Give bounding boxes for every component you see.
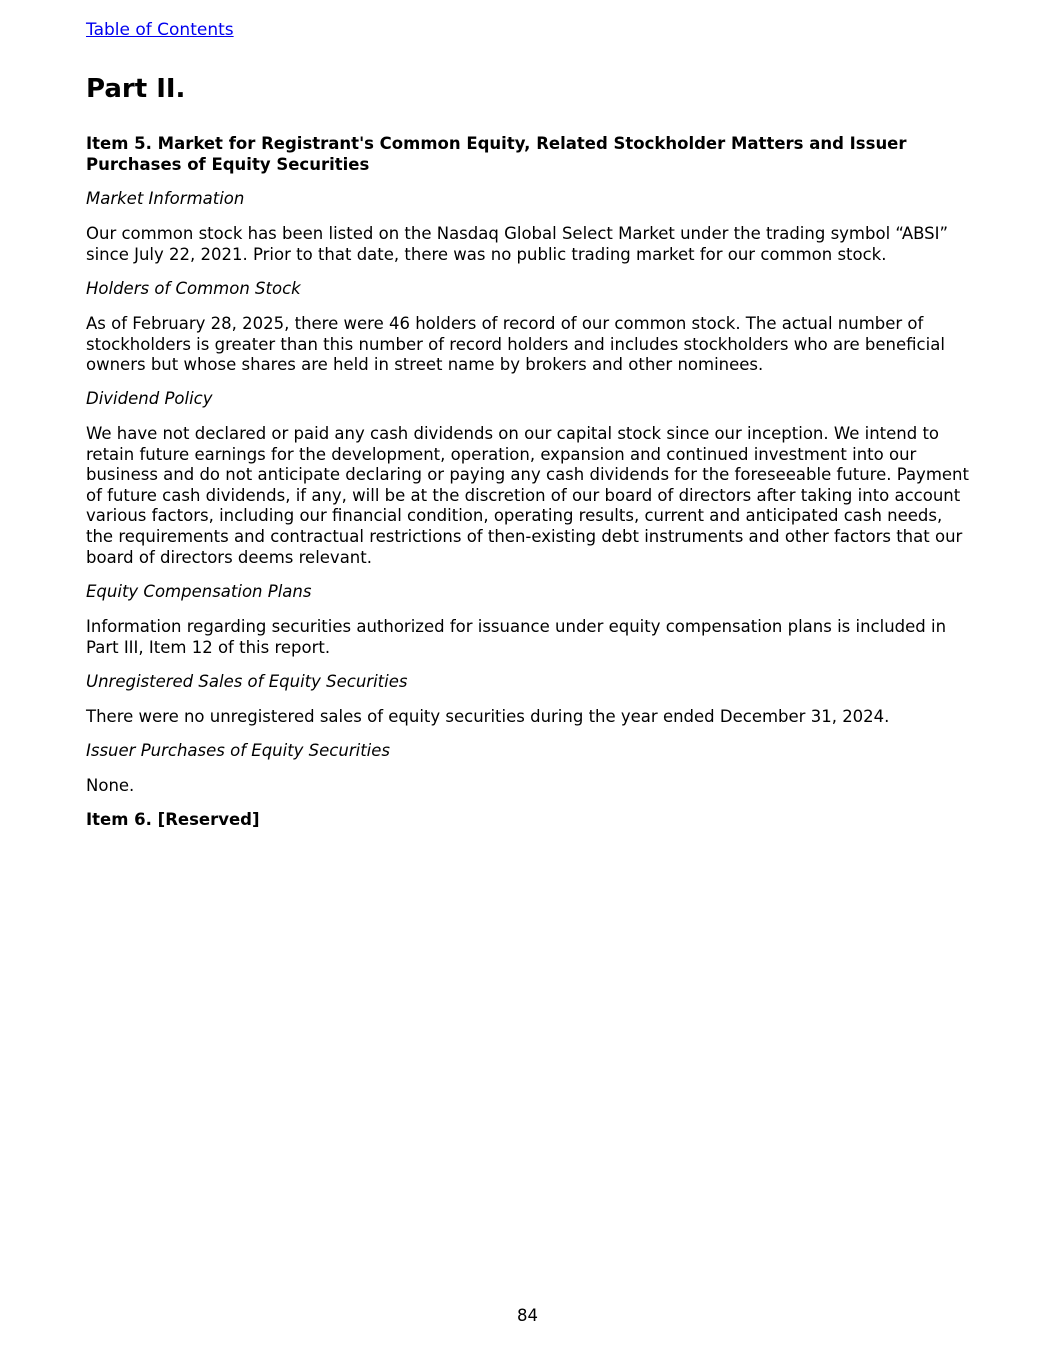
market-information-text: Our common stock has been listed on the Nasdaq Global Select Market under the trading symbol “ABSI” since July 22, 2021. Prior to that date, there was no public trading market for our common stock.	[86, 224, 949, 264]
item-6-heading: Item 6. [Reserved]	[86, 810, 260, 829]
issuer-purchases-subheading: Issuer Purchases of Equity Securities	[86, 741, 391, 760]
equity-compensation-text: Information regarding securities authorized for issuance under equity compensation plans is included in Part III, Item 12 of this report.	[86, 617, 947, 657]
dividend-policy-subheading: Dividend Policy	[86, 389, 213, 408]
page-number: 84	[517, 1306, 538, 1325]
issuer-purchases-text: None.	[86, 776, 135, 795]
unregistered-sales-text: There were no unregistered sales of equity securities during the year ended December 31, 2024.	[86, 707, 890, 726]
item-5-heading: Item 5. Market for Registrant's Common Equity, Related Stockholder Matters and Issuer Purchases of Equity Securities	[86, 134, 907, 174]
table-of-contents-link[interactable]: Table of Contents	[86, 20, 234, 40]
equity-compensation-subheading: Equity Compensation Plans	[86, 582, 312, 601]
part-title: Part II.	[86, 74, 186, 104]
dividend-policy-text: We have not declared or paid any cash dividends on our capital stock since our inception. We intend to retain future earnings for the development, operation, expansion and continued investment into our business and do not anticipate declaring or paying any cash dividends for the foreseeable future. Payment of future cash dividends, if any, will be at the discretion of our board of directors after taking into account various factors, including our financial condition, operating results, current and anticipated cash needs, the requirements and contractual restrictions of then-existing debt instruments and other factors that our board of directors deems relevant.	[86, 424, 969, 567]
unregistered-sales-subheading: Unregistered Sales of Equity Securities	[86, 672, 408, 691]
holders-text: As of February 28, 2025, there were 46 holders of record of our common stock. The actual number of stockholders is greater than this number of record holders and includes stockholders who are beneficial owners but whose shares are held in street name by brokers and other nominees.	[86, 314, 945, 375]
market-information-subheading: Market Information	[86, 189, 245, 208]
holders-subheading: Holders of Common Stock	[86, 279, 301, 298]
